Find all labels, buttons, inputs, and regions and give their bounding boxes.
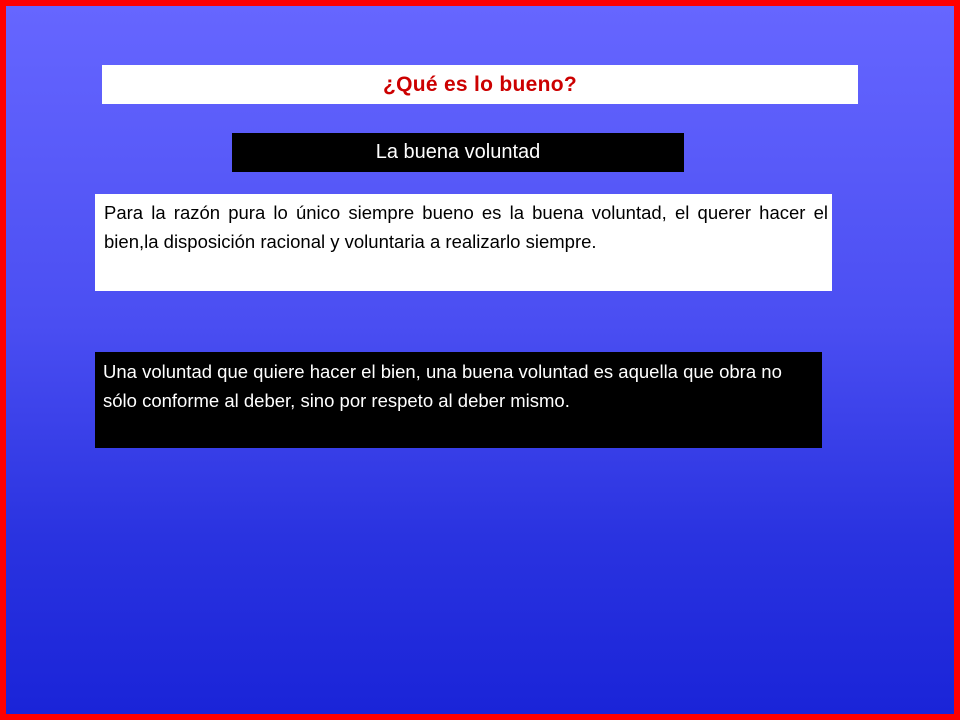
explanation-box: [95, 352, 822, 448]
slide-canvas: [6, 6, 954, 714]
slide-title: ¿Qué es lo bueno?: [382, 72, 578, 96]
definition-text: Para la razón pura lo único siempre bueno es la buena voluntad, el querer hacer el bien,la disposición racional y voluntaria a realizarlo siempre.: [104, 202, 828, 252]
title-box: [102, 65, 858, 104]
subtitle-box: [232, 133, 684, 172]
explanation-text: Una voluntad que quiere hacer el bien, una buena voluntad es aquella que obra no sólo conforme al deber, sino por respeto al deber mismo.: [103, 361, 782, 411]
definition-box: [95, 194, 832, 291]
slide-subtitle: La buena voluntad: [375, 141, 541, 163]
